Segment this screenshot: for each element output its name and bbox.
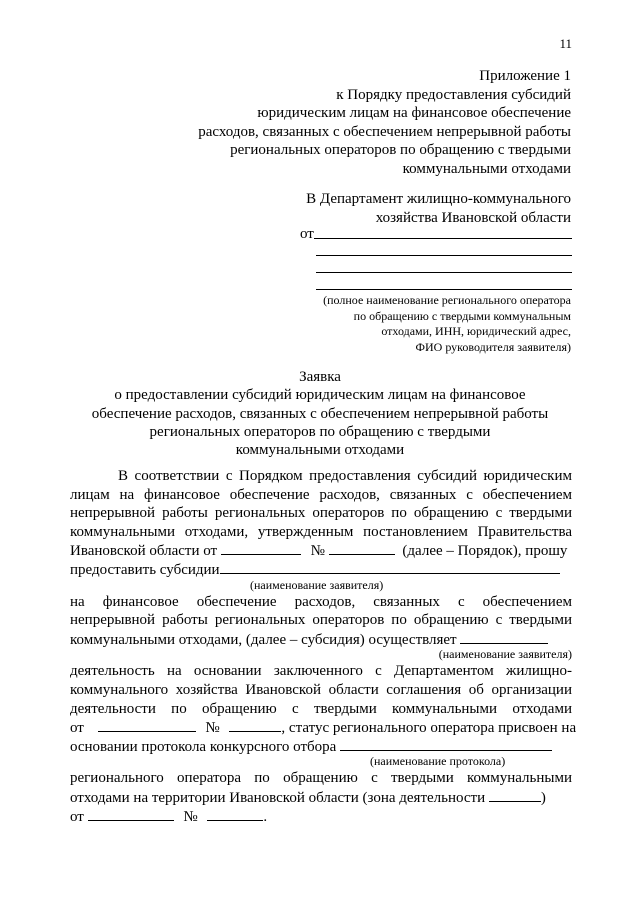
appendix-line: к Порядку предоставления субсидий <box>336 86 571 103</box>
appendix-line: юридическим лицам на финансовое обеспечение <box>257 105 571 121</box>
appendix-line: коммунальными отходами <box>402 160 571 177</box>
body-text: № <box>205 720 220 737</box>
appendix-line: Приложение 1 <box>479 68 571 84</box>
body-text: Ивановской области от <box>70 543 218 560</box>
protocol-blank[interactable] <box>340 737 552 751</box>
body-text: основании протокола конкурсного отбора <box>70 738 337 755</box>
appendix-line: региональных операторов по обращению с твердыми <box>230 142 571 158</box>
zone-number-blank[interactable] <box>207 807 263 821</box>
applicant-name-blank[interactable] <box>220 560 560 574</box>
resolution-date-blank[interactable] <box>221 541 301 555</box>
body-line <box>70 541 572 560</box>
body-line <box>70 560 572 579</box>
agreement-date-blank[interactable] <box>98 718 196 732</box>
caption-applicant: (наименование заявителя) <box>250 577 384 592</box>
caption-row <box>70 648 572 662</box>
body-text: , статус регионального оператора присвоен на <box>281 720 577 737</box>
title-line: коммунальными отходами <box>235 442 405 459</box>
note-line: по обращению с твердыми коммунальным <box>353 308 571 323</box>
body-line: В соответствии с Порядком предоставления субсидий юридическим <box>118 468 572 484</box>
title-line: обеспечение расходов, связанных с обеспечением непрерывной работы <box>91 405 549 422</box>
applicant-blank[interactable] <box>460 630 548 644</box>
resolution-number-blank[interactable] <box>329 541 395 555</box>
note-line: (полное наименование регионального оператора <box>323 293 571 307</box>
body-line: лицам на финансовое обеспечение расходов, связанных с обеспечением <box>70 486 572 503</box>
body-line: деятельности по обращению с твердыми коммунальными отходами <box>70 700 572 717</box>
title-line: о предоставлении субсидий юридическим лицам на финансовое <box>114 387 526 404</box>
zone-date-blank[interactable] <box>88 807 174 821</box>
note-line: ФИО руководителя заявителя) <box>415 339 571 354</box>
body-text: от <box>70 720 84 737</box>
from-block <box>300 225 572 293</box>
body-text: . <box>263 808 268 825</box>
body-text: ) <box>540 789 546 806</box>
document-title <box>70 368 570 459</box>
applicant-name-line[interactable] <box>316 277 572 290</box>
from-label: от <box>300 226 314 242</box>
body-line <box>70 630 572 649</box>
body-text: от <box>70 808 84 825</box>
body-text: отходами на территории Ивановской области (зона деятельности <box>70 789 486 806</box>
addressee-line: В Департамент жилищно-коммунального <box>306 191 571 207</box>
caption-protocol: (наименование протокола) <box>370 754 506 769</box>
body-line: непрерывной работы региональных операторов по обращению с твердыми <box>70 505 572 522</box>
applicant-name-line[interactable] <box>316 243 572 256</box>
body-line: деятельность на основании заключенного с Департаментом жилищно- <box>70 663 572 680</box>
page-number: 11 <box>559 36 572 51</box>
body-line: коммунального хозяйства Ивановской области соглашения об организации <box>70 681 572 698</box>
title-line: региональных операторов по обращению с твердыми <box>149 423 491 440</box>
body-line: регионального оператора по обращению с твердыми коммунальными <box>70 770 572 787</box>
appendix-header <box>131 67 571 178</box>
zone-blank[interactable] <box>489 788 541 802</box>
from-row <box>300 225 572 242</box>
body-line: непрерывной работы региональных операторов по обращению с твердыми <box>70 612 572 629</box>
applicant-name-line[interactable] <box>314 226 572 239</box>
applicant-name-line[interactable] <box>316 260 572 273</box>
from-row <box>300 276 572 293</box>
appendix-line: расходов, связанных с обеспечением непрерывной работы <box>198 123 571 140</box>
applicant-note <box>271 293 571 355</box>
addressee-line: хозяйства Ивановской области <box>375 210 571 226</box>
body-line <box>70 718 577 737</box>
body-text: предоставить субсидии <box>70 561 220 578</box>
caption-row <box>70 755 572 769</box>
agreement-number-blank[interactable] <box>229 718 281 732</box>
body-line: на финансовое обеспечение расходов, связанных с обеспечением <box>70 593 572 610</box>
title-heading: Заявка <box>299 369 341 385</box>
application-body <box>70 467 577 825</box>
body-line <box>70 807 572 826</box>
body-text: № <box>310 543 325 560</box>
addressee-block <box>231 190 571 228</box>
note-line: отходами, ИНН, юридический адрес, <box>381 324 571 338</box>
body-text: коммунальными отходами, (далее – субсидия) осуществляет <box>70 631 457 648</box>
body-line <box>70 737 572 756</box>
body-line: коммунальными отходами, утвержденным постановлением Правительства <box>70 523 572 540</box>
body-text: (далее – Порядок), прошу <box>402 543 568 560</box>
caption-applicant: (наименование заявителя) <box>438 647 572 662</box>
body-text: № <box>183 808 198 825</box>
caption-row <box>70 579 572 593</box>
from-row <box>300 259 572 276</box>
body-line <box>70 788 572 807</box>
from-row <box>300 242 572 259</box>
